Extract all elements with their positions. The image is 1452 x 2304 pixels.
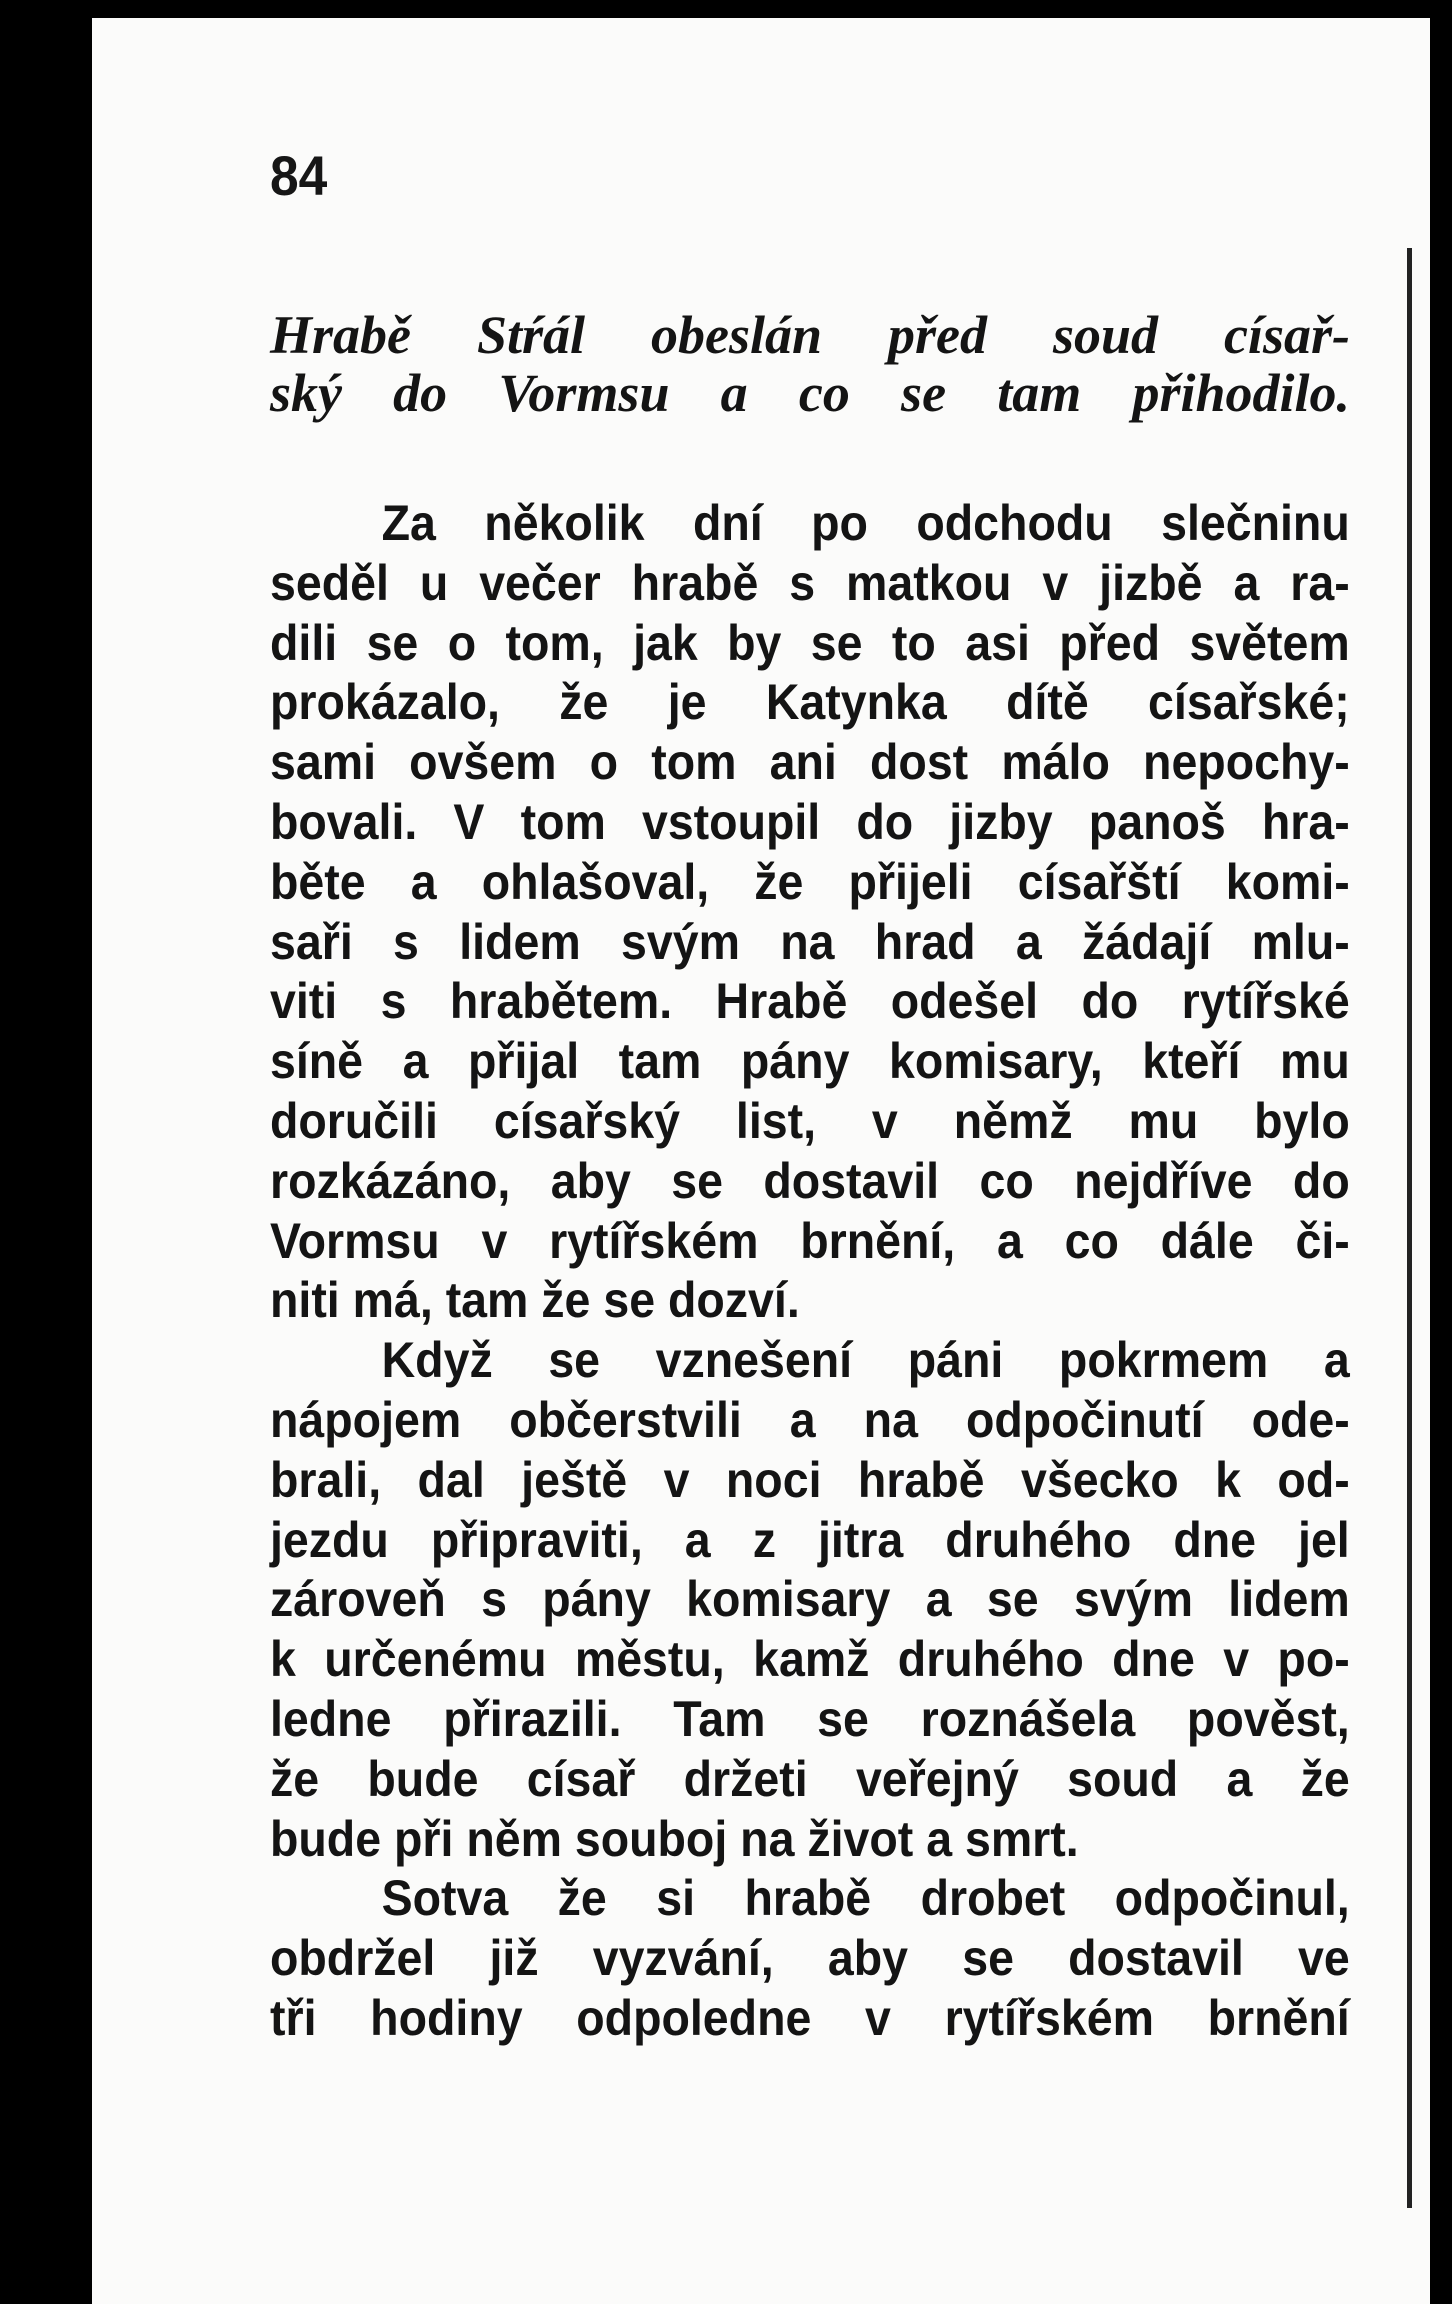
- text-line: Sotva že si hrabě drobet odpočinul,: [381, 1870, 1350, 1927]
- chapter-heading: [270, 306, 1350, 422]
- text-line: bovali. V tom vstoupil do jizby panoš hra-: [270, 793, 1350, 850]
- text-line: prokázalo, že je Katynka dítě císařské;: [270, 674, 1350, 731]
- text-line: Za několik dní po odchodu slečninu: [381, 495, 1350, 551]
- text-line: zároveň s pány komisary a se svým lidem: [270, 1571, 1350, 1628]
- text-line: tři hodiny odpoledne v rytířském brnění: [270, 1989, 1350, 2046]
- text-line: k určenému městu, kamž druhého dne v po-: [270, 1631, 1350, 1688]
- text-line: doručili císařský list, v němž mu bylo: [270, 1092, 1350, 1149]
- text-line: síně a přijal tam pány komisary, kteří mu: [270, 1033, 1350, 1090]
- text-line: saři s lidem svým na hrad a žádají mlu-: [270, 913, 1350, 970]
- text-line: bude při něm souboj na život a smrt.: [270, 1810, 1079, 1867]
- text-line: rozkázáno, aby se dostavil co nejdříve do: [270, 1152, 1350, 1209]
- text-line: sami ovšem o tom ani dost málo nepochy-: [270, 734, 1350, 791]
- text-line: obdržel již vyzvání, aby se dostavil ve: [270, 1930, 1350, 1987]
- text-line: dili se o tom, jak by se to asi před světem: [270, 614, 1350, 671]
- heading-line: ský do Vormsu a co se tam přihodilo.: [270, 363, 1350, 423]
- page-number: 84: [270, 144, 328, 207]
- text-line: viti s hrabětem. Hrabě odešel do rytířské: [270, 973, 1350, 1030]
- text-line: jezdu připraviti, a z jitra druhého dne jel: [270, 1511, 1350, 1568]
- text-line: že bude císař držeti veřejný soud a že: [270, 1750, 1350, 1807]
- text-line: ledne přirazili. Tam se roznášela pověst,: [270, 1690, 1350, 1747]
- body-text: [270, 494, 1350, 2049]
- text-line: brali, dal ještě v noci hrabě všecko k od-: [270, 1451, 1350, 1508]
- page-edge-shadow: [1407, 248, 1412, 2208]
- text-line: niti má, tam že se dozví.: [270, 1272, 800, 1329]
- text-line: Když se vznešení páni pokrmem a: [381, 1332, 1350, 1389]
- text-line: nápojem občerstvili a na odpočinutí ode-: [270, 1391, 1350, 1448]
- book-page: [92, 18, 1430, 2304]
- text-line: seděl u večer hrabě s matkou v jizbě a ra-: [270, 554, 1350, 611]
- heading-line: Hrabě Stŕál obeslán před soud císař-: [270, 305, 1350, 365]
- text-line: Vormsu v rytířském brnění, a co dále či-: [270, 1212, 1350, 1269]
- text-line: běte a ohlašoval, že přijeli císařští komi-: [270, 853, 1350, 910]
